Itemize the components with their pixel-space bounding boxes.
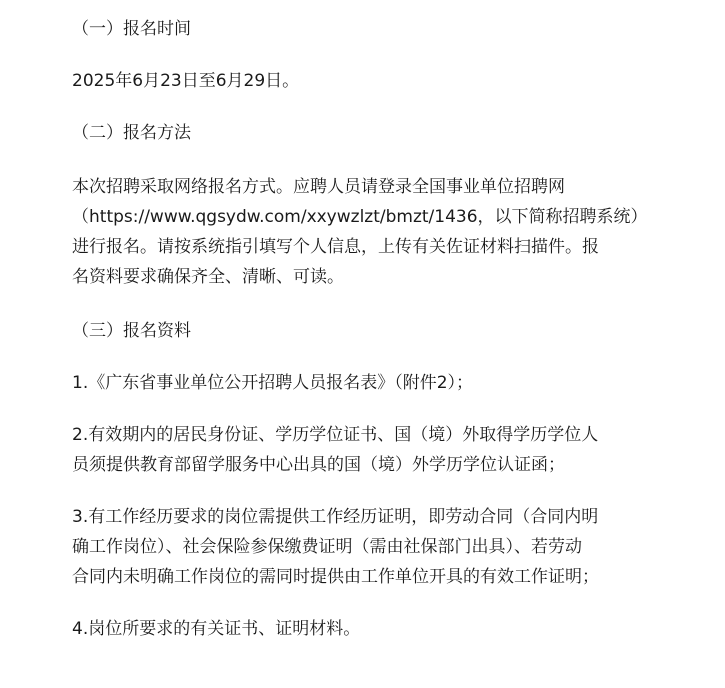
item-line: 合同内未明确工作岗位的需同时提供由工作单位开具的有效工作证明； xyxy=(72,567,599,587)
materials-item-3 xyxy=(72,502,662,592)
materials-item-4 xyxy=(72,614,662,644)
method-line: 名资料要求确保齐全、清晰、可读。 xyxy=(72,267,344,287)
section-heading-materials: （三）报名资料 xyxy=(72,321,191,341)
section-heading-method: （二）报名方法 xyxy=(72,123,191,143)
materials-item-2 xyxy=(72,420,662,480)
method-line: 进行报名。请按系统指引填写个人信息，上传有关佐证材料扫描件。报 xyxy=(72,237,599,257)
item-line: 员须提供教育部留学服务中心出具的国（境）外学历学位认证函； xyxy=(72,455,565,475)
item-line: 2.有效期内的居民身份证、学历学位证书、国（境）外取得学历学位人 xyxy=(72,425,599,445)
registration-method-paragraph xyxy=(72,172,662,292)
section-heading-time: （一）报名时间 xyxy=(72,19,191,39)
item-line: 4.岗位所要求的有关证书、证明材料。 xyxy=(72,619,361,639)
document-body xyxy=(72,14,662,644)
item-line: 确工作岗位）、社会保险参保缴费证明（需由社保部门出具）、若劳动 xyxy=(72,537,582,557)
item-line: 3.有工作经历要求的岗位需提供工作经历证明，即劳动合同（合同内明 xyxy=(72,507,599,527)
registration-time-text: 2025年6月23日至6月29日。 xyxy=(72,71,300,91)
materials-item-1 xyxy=(72,368,662,398)
item-line: 1.《广东省事业单位公开招聘人员报名表》（附件2）； xyxy=(72,373,474,393)
method-line: 本次招聘采取网络报名方式。应聘人员请登录全国事业单位招聘网 xyxy=(72,177,565,197)
method-line: （https://www.qgsydw.com/xxywzlzt/bmzt/1436，以下简称招聘系统） xyxy=(72,207,648,227)
